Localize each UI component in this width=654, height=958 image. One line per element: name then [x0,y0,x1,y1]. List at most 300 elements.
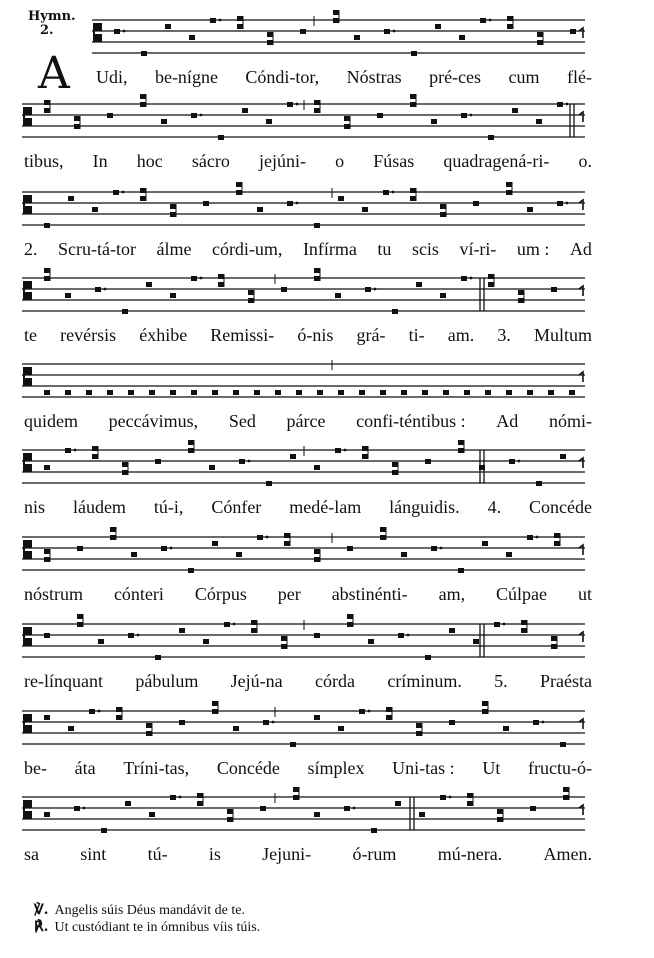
c-clef-icon [24,282,31,299]
neume-note [467,801,473,806]
neume-note [275,390,281,395]
neume-note [347,614,353,619]
mora-dot [449,796,452,799]
neume-note [74,124,80,129]
neume-note [267,40,273,45]
neume-note [254,390,260,395]
lyric-word: córda [315,671,355,691]
neume-note [188,448,194,453]
neume-note [563,787,569,792]
neume-note [260,806,266,811]
neume-note [293,787,299,792]
neume-note [266,119,272,124]
lyric-word: ó-nis [297,325,334,345]
neume-note [384,29,390,34]
neume-note [110,527,116,532]
lyric-word: per [277,584,301,604]
neume-note [146,282,152,287]
lyric-word: nómi- [548,411,592,431]
neume-note [392,470,398,475]
mora-dot [296,103,299,106]
c-clef-icon [24,196,31,213]
neume-note [212,709,218,714]
lyric-line [24,756,592,780]
neume-note [267,32,273,37]
neume-note [218,274,224,279]
neume-note [416,282,422,287]
lyric-word: hoc [136,151,163,171]
neume-note [344,124,350,129]
neume-note [359,390,365,395]
neume-note [140,102,146,107]
neume-note [431,546,437,551]
neume-note [467,793,473,798]
staff [0,438,654,498]
mora-dot [137,634,140,637]
neume-note [44,100,50,105]
mora-dot [470,277,473,280]
mora-dot [393,30,396,33]
lyric-line [24,582,592,606]
c-clef-icon [24,801,31,818]
neume-note [65,390,71,395]
lyric-word: revérsis [60,325,117,345]
lyric-line [96,65,592,89]
mora-dot [74,449,77,452]
neume-note [122,462,128,467]
neume-note [281,287,287,292]
lyric-word: am. [447,325,475,345]
neume-note [65,293,71,298]
neume-note [314,549,320,554]
lyric-word: Sed [228,411,256,431]
lyric-word: 4. [487,497,502,517]
neume-note [435,24,441,29]
neume-note [290,742,296,747]
neume-note [497,809,503,814]
neume-note [257,535,263,540]
neume-note [506,190,512,195]
neume-note [507,24,513,29]
neume-note [464,390,470,395]
neume-note [107,390,113,395]
lyric-word: ti- [408,325,425,345]
neume-note [248,298,254,303]
mora-dot [200,114,203,117]
response-symbol: ℟. [34,919,49,935]
neume-note [557,201,563,206]
neume-note [411,51,417,56]
mora-dot [179,796,182,799]
neume-note [251,620,257,625]
neume-note [440,204,446,209]
neume-note [488,282,494,287]
neume-note [44,715,50,720]
neume-note [77,614,83,619]
neume-note [65,448,71,453]
lyric-word: 2. [24,239,38,259]
chant-system [0,525,654,613]
neume-note [141,51,147,56]
mora-dot [440,547,443,550]
lyric-word: cónteri [113,584,164,604]
lyric-word: 3. [497,325,511,345]
lyric-word: quidem [24,411,78,431]
neume-note [107,113,113,118]
neume-note [170,795,176,800]
neume-note [237,24,243,29]
neume-note [227,809,233,814]
neume-note [347,622,353,627]
neume-note [425,655,431,660]
neume-note [509,459,515,464]
versicle-text: Angelis súis Déus mandávit de te. [54,903,245,918]
mora-dot [566,103,569,106]
c-clef-icon [24,541,31,558]
neume-note [507,16,513,21]
c-clef-icon [24,368,31,385]
neume-note [333,10,339,15]
neume-note [170,293,176,298]
mora-dot [566,202,569,205]
mora-dot [542,721,545,724]
lyric-word: Ad [569,239,592,259]
lyric-word: cum [508,67,540,87]
neume-note [212,701,218,706]
lyric-word: símplex [307,758,365,778]
neume-note [458,448,464,453]
neume-note [92,207,98,212]
neume-note [248,290,254,295]
neume-note [398,633,404,638]
neume-note [242,108,248,113]
neume-note [236,552,242,557]
neume-note [521,628,527,633]
neume-note [461,276,467,281]
versicle [34,902,245,919]
neume-note [44,108,50,113]
neume-note [188,568,194,573]
neume-note [314,223,320,228]
mora-dot [200,277,203,280]
lyric-word: críminum. [387,671,462,691]
mora-dot [98,710,101,713]
staff [0,92,654,152]
neume-note [371,828,377,833]
custos [579,632,583,642]
neume-note [300,29,306,34]
neume-note [537,40,543,45]
c-clef-icon [94,24,101,41]
lyric-word: lánguidis. [389,497,460,517]
neume-note [266,481,272,486]
lyric-word: Córpus [194,584,247,604]
lyric-word: o [335,151,345,171]
neume-note [314,633,320,638]
neume-note [197,801,203,806]
lyric-word: is [208,844,221,864]
mora-dot [470,114,473,117]
neume-note [395,801,401,806]
neume-note [116,715,122,720]
neume-note [293,795,299,800]
neume-note [233,726,239,731]
neume-note [410,102,416,107]
neume-note [74,116,80,121]
neume-note [218,135,224,140]
lyric-word: ví-ri- [459,239,497,259]
neume-note [287,201,293,206]
hymn-label: Hymn. [28,9,76,24]
drop-cap-initial: A [38,48,70,99]
neume-note [284,541,290,546]
neume-note [461,113,467,118]
lyric-word: re-línquant [24,671,103,691]
lyric-word: Cóndi-tor, [245,67,320,87]
neume-note [482,541,488,546]
neume-note [44,268,50,273]
lyric-line [24,409,592,433]
mora-dot [518,460,521,463]
response-text: Ut custódiant te in ómnibus víis túis. [54,920,261,935]
lyric-word: tú- [147,844,168,864]
chant-system [0,352,654,440]
neume-note [191,390,197,395]
neume-note [314,715,320,720]
lyric-word: quadragená-ri- [443,151,550,171]
neume-note [210,18,216,23]
neume-note [333,18,339,23]
neume-note [503,726,509,731]
lyric-word: flé- [566,67,592,87]
neume-note [480,18,486,23]
lyric-word: Jejuni- [262,844,312,864]
neume-note [335,448,341,453]
response [34,919,260,936]
neume-note [189,35,195,40]
neume-note [155,655,161,660]
lyric-line [24,495,592,519]
mora-dot [407,634,410,637]
lyric-word: jejúni- [259,151,306,171]
neume-note [521,620,527,625]
custos [579,286,583,296]
neume-note [212,390,218,395]
neume-note [354,35,360,40]
lyric-word: Fúsas [373,151,415,171]
neume-note [551,636,557,641]
staff [0,699,654,759]
mora-dot [344,449,347,452]
lyric-line [24,323,592,347]
neume-note [140,196,146,201]
neume-note [68,196,74,201]
lyric-word: sa [24,844,39,864]
neume-note [536,119,542,124]
neume-note [314,557,320,562]
lyric-word: ó-rum [352,844,397,864]
neume-note [338,390,344,395]
neume-note [554,533,560,538]
neume-note [44,223,50,228]
lyric-word: am, [438,584,466,604]
neume-note [314,465,320,470]
neume-note [44,390,50,395]
neume-note [473,639,479,644]
neume-note [114,29,120,34]
neume-note [98,639,104,644]
neume-note [368,639,374,644]
neume-note [362,207,368,212]
neume-note [77,546,83,551]
lyric-word: abstinénti- [331,584,408,604]
mora-dot [170,547,173,550]
neume-note [560,742,566,747]
neume-note [383,190,389,195]
neume-note [485,390,491,395]
neume-note [257,207,263,212]
chant-system [0,92,654,180]
lyric-word: Nóstras [346,67,402,87]
neume-note [101,828,107,833]
neume-note [146,723,152,728]
neume-note [458,568,464,573]
lyric-word: scis [411,239,439,259]
neume-note [449,720,455,725]
mora-dot [104,288,107,291]
neume-note [113,190,119,195]
neume-note [551,287,557,292]
neume-note [344,116,350,121]
neume-note [212,541,218,546]
neume-note [449,628,455,633]
staff [0,180,654,240]
neume-note [419,812,425,817]
neume-note [92,454,98,459]
neume-note [347,546,353,551]
neume-note [527,535,533,540]
neume-note [380,527,386,532]
lyric-word: o. [578,151,592,171]
neume-note [95,287,101,292]
neume-note [203,201,209,206]
neume-note [380,390,386,395]
neume-note [338,726,344,731]
neume-note [92,446,98,451]
neume-note [533,720,539,725]
lyric-word: párce [286,411,326,431]
neume-note [224,622,230,627]
neume-note [236,190,242,195]
neume-note [317,390,323,395]
neume-note [365,287,371,292]
lyric-word: Praésta [540,671,592,691]
neume-note [314,100,320,105]
neume-note [443,390,449,395]
neume-note [527,207,533,212]
neume-note [410,94,416,99]
neume-note [128,390,134,395]
neume-note [110,535,116,540]
neume-note [392,309,398,314]
c-clef-icon [24,628,31,645]
neume-note [410,196,416,201]
c-clef-icon [24,454,31,471]
lyric-word: sint [80,844,107,864]
neume-note [314,268,320,273]
lyric-word: Cúlpae [496,584,548,604]
mora-dot [266,536,269,539]
custos [579,28,583,38]
mora-dot [248,460,251,463]
lyric-word: ut [577,584,592,604]
neume-note [506,552,512,557]
neume-note [44,465,50,470]
neume-note [284,533,290,538]
neume-note [494,622,500,627]
neume-note [314,276,320,281]
neume-note [77,622,83,627]
chant-system [0,266,654,354]
lyric-word: um : [516,239,550,259]
neume-note [386,707,392,712]
neume-note [344,806,350,811]
lyric-word: Remissi- [210,325,275,345]
neume-note [488,274,494,279]
neume-note [122,470,128,475]
neume-note [125,801,131,806]
versicle-symbol: ℣. [34,902,49,918]
neume-note [165,24,171,29]
neume-note [281,636,287,641]
neume-note [530,806,536,811]
neume-note [506,182,512,187]
neume-note [263,720,269,725]
mora-dot [219,19,222,22]
neume-note [440,293,446,298]
neume-note [380,535,386,540]
lyric-word: fructu-ó- [528,758,592,778]
neume-note [459,35,465,40]
mora-dot [83,807,86,810]
chant-system [0,612,654,700]
lyric-word: Amen. [543,844,592,864]
neume-note [203,639,209,644]
lyric-word: pré-ces [429,67,482,87]
lyric-word: tibus, [24,151,64,171]
neume-note [149,812,155,817]
neume-note [227,817,233,822]
lyric-word: Ut [482,758,501,778]
neume-note [128,633,134,638]
neume-note [179,720,185,725]
lyric-word: grá- [356,325,386,345]
lyric-word: Concéde [216,758,280,778]
staff [0,266,654,326]
neume-note [140,188,146,193]
neume-note [386,715,392,720]
mora-dot [123,30,126,33]
neume-note [197,793,203,798]
neume-note [44,812,50,817]
mora-dot [536,536,539,539]
custos [579,112,583,122]
neume-note [362,446,368,451]
custos [579,372,583,382]
lyric-word: láudem [72,497,126,517]
neume-note [518,290,524,295]
neume-note [68,726,74,731]
